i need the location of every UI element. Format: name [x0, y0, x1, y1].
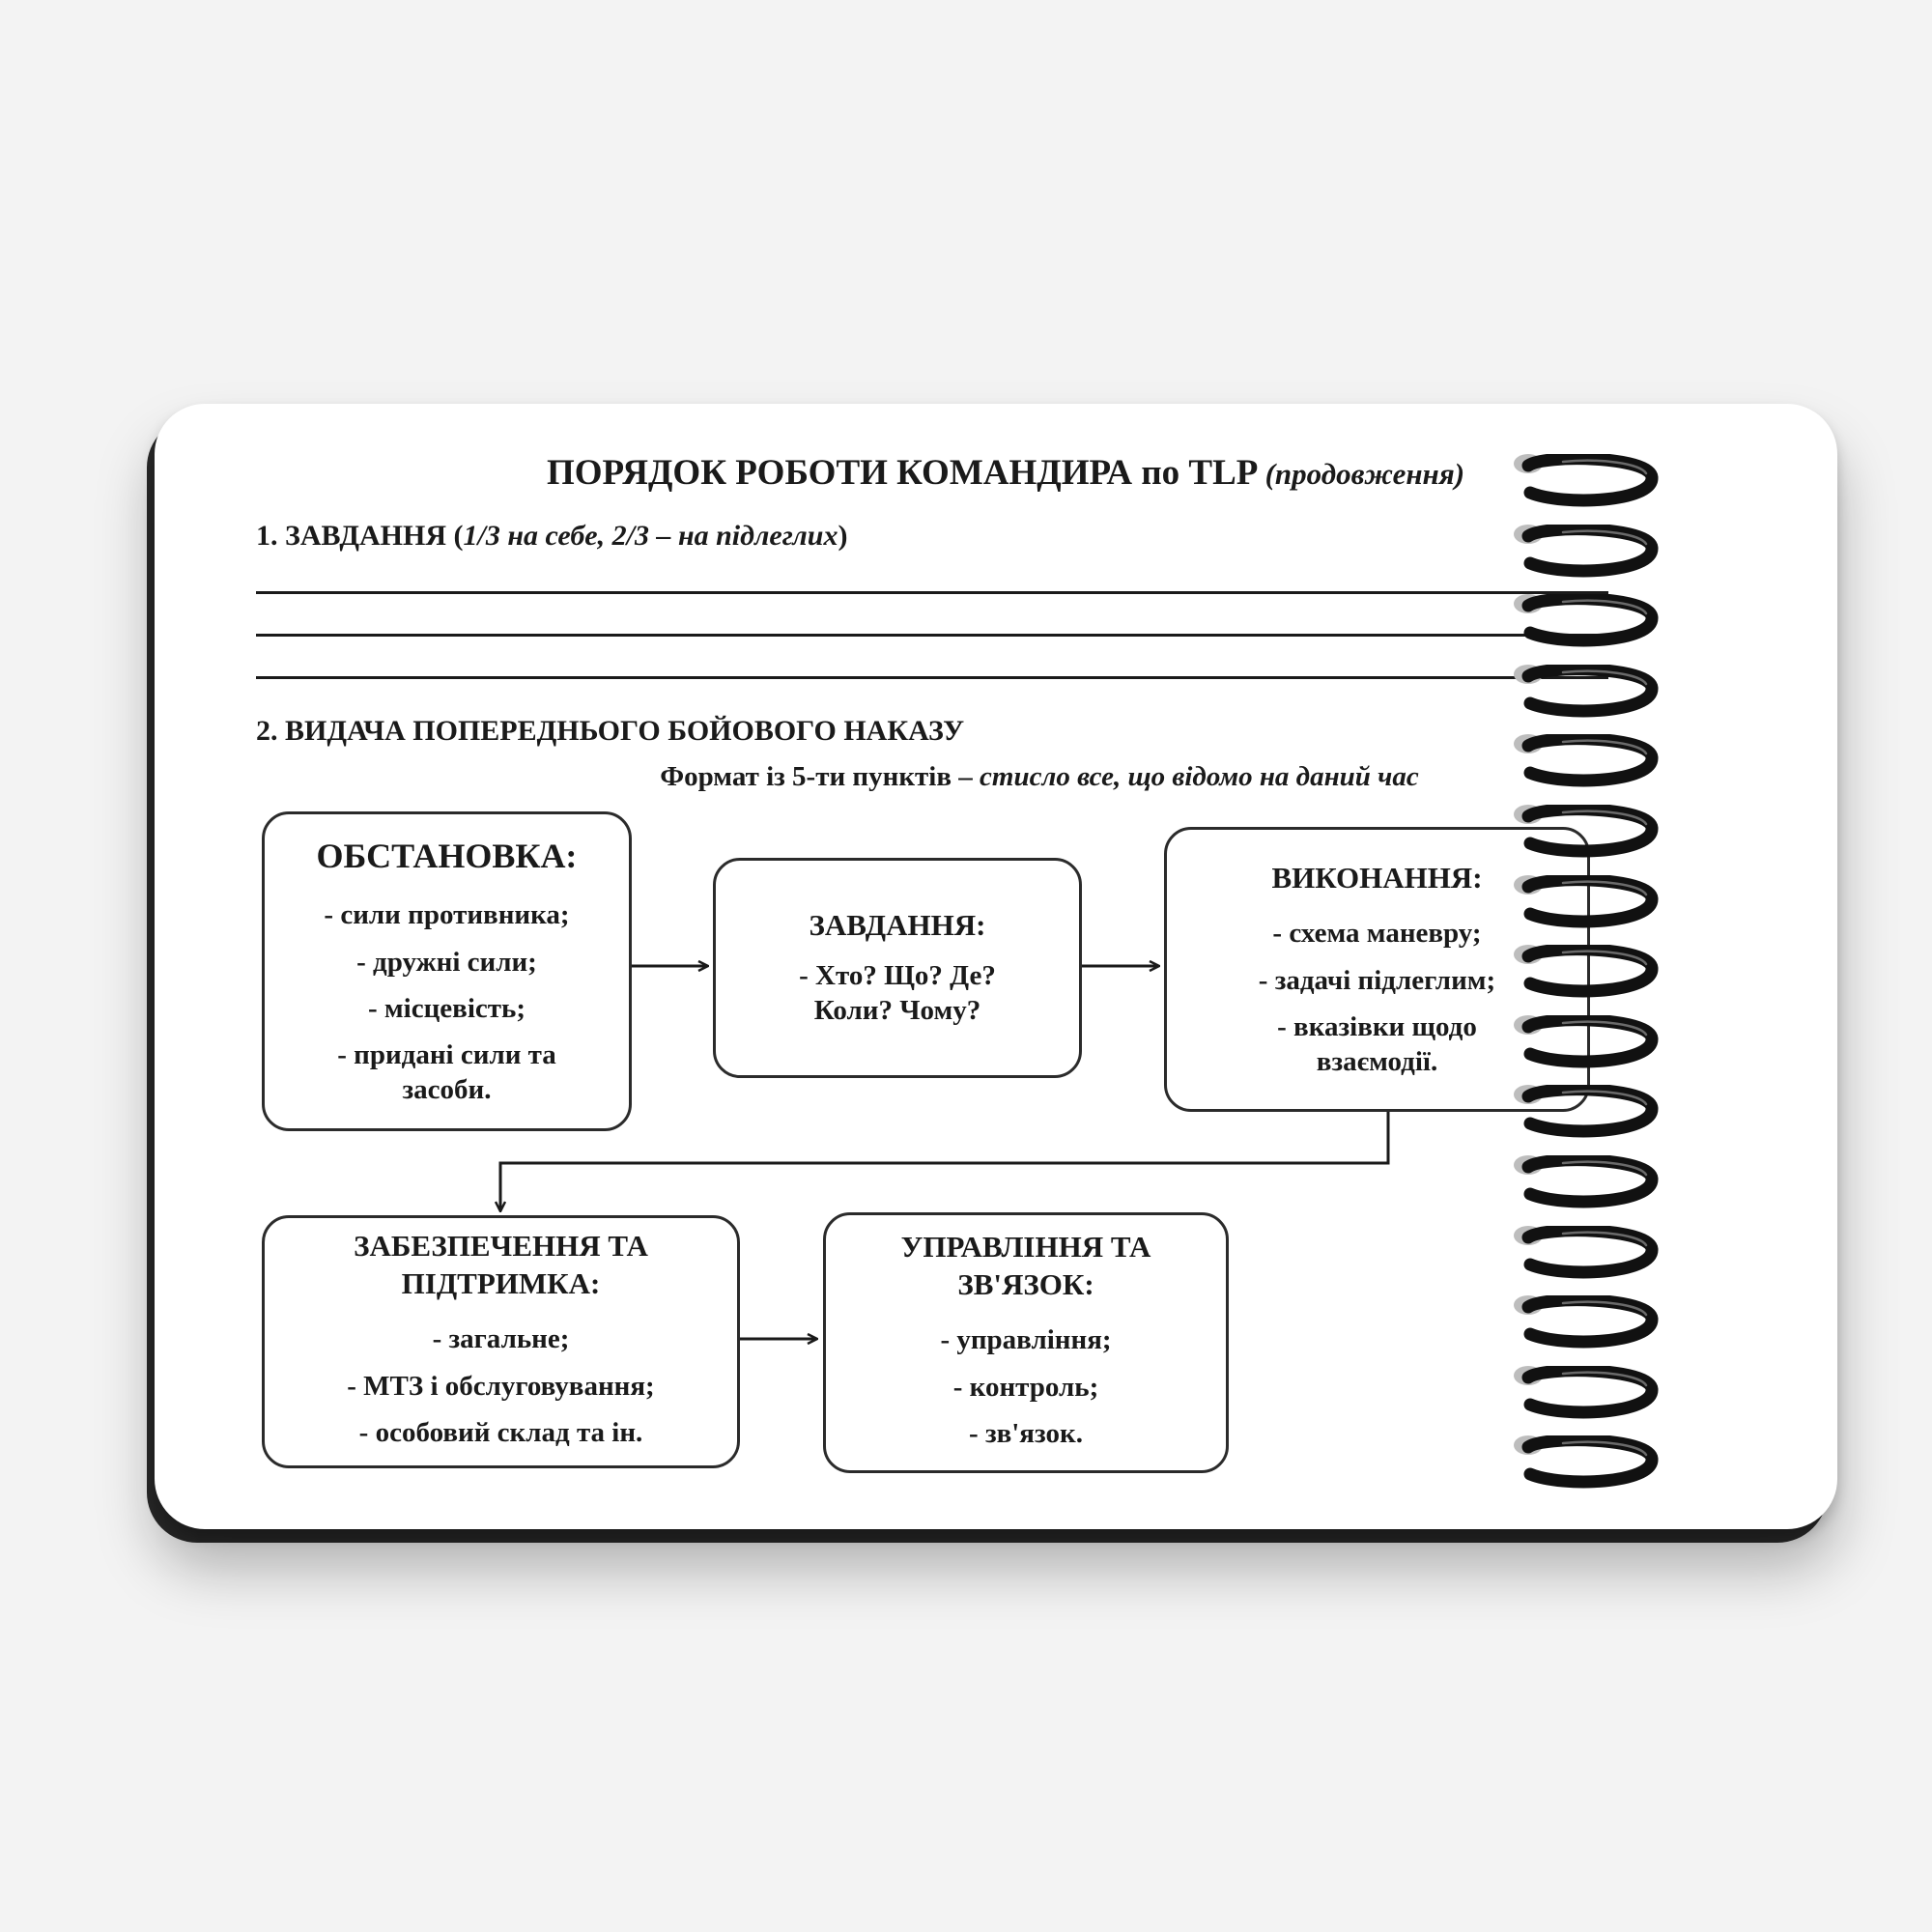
- box-execution-item: - схема маневру;: [1272, 918, 1482, 950]
- page-title-text: ПОРЯДОК РОБОТИ КОМАНДИРА по TLP: [546, 453, 1257, 493]
- spiral-binding-ring-icon: [1505, 1435, 1663, 1493]
- writing-line-3: [256, 676, 1608, 679]
- section-1-note: 1/3 на себе, 2/3 – на підлеглих: [463, 520, 838, 552]
- box-situation-item: - дружні сили;: [356, 946, 537, 978]
- box-support-heading: ЗАБЕЗПЕЧЕННЯ ТА: [354, 1228, 648, 1263]
- box-situation-item: - придані сили та: [337, 1039, 556, 1071]
- spiral-binding-ring-icon: [1505, 665, 1663, 723]
- box-command-item: - зв'язок.: [969, 1417, 1083, 1449]
- section-1-heading: [256, 520, 847, 553]
- box-situation-item: засоби.: [402, 1074, 492, 1106]
- box-command-heading: УПРАВЛІННЯ ТА: [900, 1229, 1151, 1264]
- box-support-item: - загальне;: [432, 1323, 570, 1355]
- box-mission: [713, 858, 1082, 1078]
- spiral-binding-ring-icon: [1505, 1366, 1663, 1424]
- box-execution-item: взаємодії.: [1316, 1046, 1438, 1078]
- box-execution-item: - задачі підлеглим;: [1258, 964, 1496, 996]
- section-1-close: ): [838, 520, 848, 552]
- spiral-binding-ring-icon: [1505, 734, 1663, 792]
- subtitle-italic: стисло все, що відомо на даний час: [980, 761, 1419, 792]
- spiral-binding-ring-icon: [1505, 525, 1663, 582]
- box-support-item: - МТЗ і обслуговування;: [347, 1370, 655, 1402]
- box-execution-item: - вказівки щодо: [1277, 1010, 1477, 1042]
- arrow-execution-to-support: [500, 1112, 1388, 1210]
- subtitle-plain: Формат із 5-ти пунктів –: [660, 761, 980, 792]
- section-2-heading: 2. ВИДАЧА ПОПЕРЕДНЬОГО БОЙОВОГО НАКАЗУ: [256, 715, 965, 747]
- spiral-binding-ring-icon: [1505, 1015, 1663, 1073]
- spiral-binding-ring-icon: [1505, 875, 1663, 933]
- spiral-binding-ring-icon: [1505, 945, 1663, 1003]
- spiral-binding-ring-icon: [1505, 454, 1663, 512]
- box-mission-item: - Хто? Що? Де?: [799, 960, 996, 992]
- spiral-binding-ring-icon: [1505, 1085, 1663, 1143]
- box-command-item: - контроль;: [952, 1371, 1099, 1403]
- box-execution-heading: ВИКОНАННЯ:: [1271, 860, 1483, 895]
- spiral-binding-ring-icon: [1505, 1295, 1663, 1353]
- page-title-note: (продовження): [1264, 457, 1465, 491]
- box-situation: [262, 811, 632, 1131]
- box-mission-heading: ЗАВДАННЯ:: [809, 908, 986, 943]
- box-support-item: - особовий склад та ін.: [358, 1416, 643, 1448]
- box-command-item: - управління;: [940, 1324, 1112, 1356]
- box-situation-heading: ОБСТАНОВКА:: [316, 837, 578, 876]
- spiral-binding-ring-icon: [1505, 1155, 1663, 1213]
- section-1-label: 1. ЗАВДАННЯ (: [256, 520, 464, 552]
- box-situation-item: - сили противника;: [324, 899, 570, 931]
- writing-line-2: [256, 634, 1608, 637]
- spiral-binding-ring-icon: [1505, 805, 1663, 863]
- spiral-binding-ring-icon: [1505, 1226, 1663, 1284]
- box-mission-item: Коли? Чому?: [813, 995, 981, 1027]
- box-situation-item: - місцевість;: [368, 992, 526, 1024]
- spiral-binding-ring-icon: [1505, 594, 1663, 652]
- writing-line-1: [256, 591, 1608, 594]
- box-support: [262, 1215, 740, 1468]
- box-command-heading: ЗВ'ЯЗОК:: [957, 1266, 1094, 1301]
- box-command: [823, 1212, 1229, 1473]
- box-support-heading: ПІДТРИМКА:: [401, 1265, 601, 1300]
